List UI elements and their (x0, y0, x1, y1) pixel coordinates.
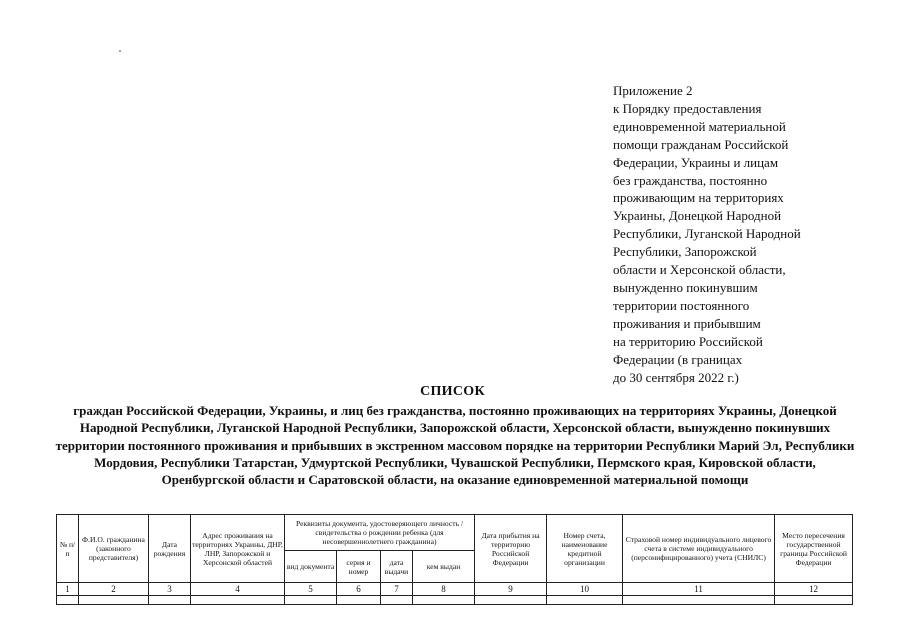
document-title: СПИСОК (420, 384, 485, 399)
header-document-group: Реквизиты документа, удостоверяющего личность / свидетельства о рождении ребенка (для несовершеннолетнего гражданина) (285, 515, 475, 551)
header-fio: Ф.И.О. гражданина (законного представителя) (79, 515, 149, 583)
column-number: 8 (413, 583, 475, 596)
empty-cell (57, 596, 79, 605)
column-number: 1 (57, 583, 79, 596)
empty-cell (79, 596, 149, 605)
header-doc-series: серия и номер (337, 551, 381, 583)
empty-cell (381, 596, 413, 605)
column-number: 11 (623, 583, 775, 596)
column-number: 4 (191, 583, 285, 596)
appendix-note: Приложение 2 к Порядку предоставления единовременной материальной помощи гражданам Российской Федерации, Украины и лицам без гражданства, постоянно проживающим на территориях Украины, Донецкой Народной Республики, Луганской Народной Республики, Запорожской области и Херсонской области, вынужденно покинувшим территории постоянного проживания и прибывшим на территорию Российской Федерации (в границах до 30 сентября 2022 г.) (613, 83, 801, 385)
empty-cell (285, 596, 337, 605)
empty-cell (623, 596, 775, 605)
header-num: № п/п (57, 515, 79, 583)
header-account: Номер счета, наименование кредитной организации (547, 515, 623, 583)
column-number: 5 (285, 583, 337, 596)
header-address: Адрес проживания на территориях Украины, ДНР, ЛНР, Запорожской и Херсонской областей (191, 515, 285, 583)
table-row (57, 596, 853, 605)
header-border: Место пересечения государственной границы Российской Федерации (775, 515, 853, 583)
header-doc-type: вид документа (285, 551, 337, 583)
empty-cell (337, 596, 381, 605)
column-number: 10 (547, 583, 623, 596)
document-subtitle: граждан Российской Федерации, Украины, и лиц без гражданства, постоянно проживающих на территориях Украины, Донецкой Народной Республики, Луганской Народной Республики, Запорожской области, Херсонской области, вынужденно покинувших территории постоянного проживания и прибывших в экстренном массовом порядке на территории Республики Марий Эл, Республики Мордовия, Республики Татарстан, Удмуртской Республики, Чувашской Республики, Пермского края, Кировской области, Оренбургской области и Саратовской области, на оказание единовременной материальной помощи (55, 403, 855, 488)
column-number: 2 (79, 583, 149, 596)
empty-cell (149, 596, 191, 605)
header-snils: Страховой номер индивидуального лицевого счета в системе индивидуального (персонифицированного) учета (СНИЛС) (623, 515, 775, 583)
column-number: 3 (149, 583, 191, 596)
header-arrival: Дата прибытия на территорию Российской Федерации (475, 515, 547, 583)
empty-cell (475, 596, 547, 605)
empty-cell (413, 596, 475, 605)
column-number: 6 (337, 583, 381, 596)
header-doc-issuer: кем выдан (413, 551, 475, 583)
column-number-row (57, 583, 853, 596)
column-number: 9 (475, 583, 547, 596)
registry-table (56, 514, 853, 605)
column-number: 12 (775, 583, 853, 596)
empty-cell (547, 596, 623, 605)
header-doc-date: дата выдачи (381, 551, 413, 583)
header-birth: Дата рождения (149, 515, 191, 583)
scan-speck (119, 50, 121, 52)
empty-cell (775, 596, 853, 605)
column-number: 7 (381, 583, 413, 596)
empty-cell (191, 596, 285, 605)
